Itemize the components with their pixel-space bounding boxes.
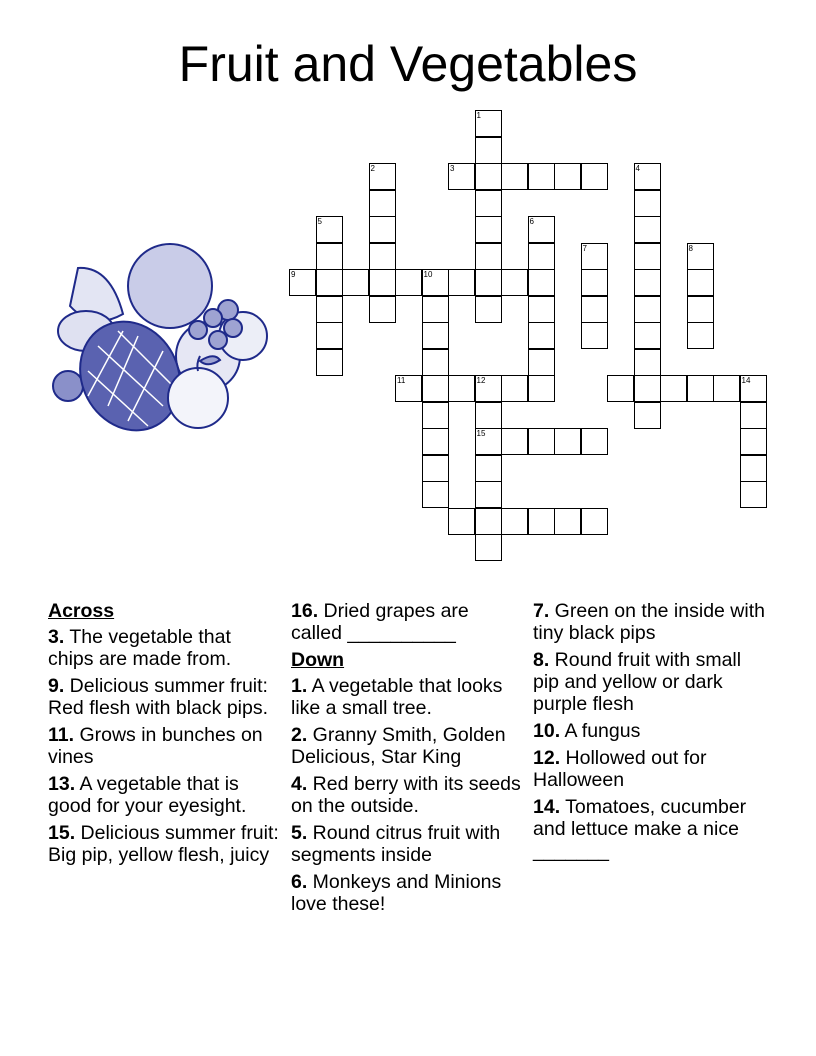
grid-cell[interactable] — [581, 163, 608, 190]
grid-cell[interactable] — [369, 163, 396, 190]
cell-number: 5 — [317, 217, 322, 226]
grid-cell[interactable] — [740, 375, 767, 402]
clue-across-16: 16. Dried grapes are called __________ — [291, 600, 469, 644]
grid-cell[interactable] — [528, 349, 555, 376]
clue-across-11: 11. Grows in bunches on vines — [48, 724, 263, 768]
grid-cell[interactable] — [528, 508, 555, 535]
grid-cell[interactable] — [475, 137, 502, 164]
grid-cell[interactable] — [475, 243, 502, 270]
grid-cell[interactable] — [475, 455, 502, 482]
clue-column-1 — [48, 600, 280, 871]
grid-cell[interactable] — [316, 269, 343, 296]
grid-cell[interactable] — [422, 349, 449, 376]
grid-cell[interactable] — [634, 375, 661, 402]
grid-cell[interactable] — [740, 481, 767, 508]
page-title: Fruit and Vegetables — [178, 36, 638, 92]
clue-down-4: 4. Red berry with its seeds on the outside. — [291, 773, 521, 817]
cell-number: 10 — [423, 270, 433, 279]
grid-cell[interactable] — [316, 349, 343, 376]
grid-cell[interactable] — [448, 163, 475, 190]
grid-cell[interactable] — [422, 269, 449, 296]
grid-cell[interactable] — [607, 375, 634, 402]
grid-cell[interactable] — [316, 296, 343, 323]
cell-number: 7 — [582, 243, 587, 253]
grid-cell[interactable] — [687, 243, 714, 270]
grid-cell[interactable] — [581, 322, 608, 349]
grid-cell[interactable] — [554, 428, 581, 455]
cell-number: 8 — [688, 243, 693, 253]
grid-cell[interactable] — [740, 455, 767, 482]
clue-down-2: 2. Granny Smith, Golden Delicious, Star King — [291, 724, 506, 768]
grid-cell[interactable] — [422, 402, 449, 429]
grid-cell[interactable] — [316, 243, 343, 270]
grid-cell[interactable] — [316, 322, 343, 349]
grid-cell[interactable] — [475, 375, 502, 402]
grid-cell[interactable] — [422, 322, 449, 349]
grid-cell[interactable] — [634, 216, 661, 243]
clue-down-6: 6. Monkeys and Minions love these! — [291, 871, 502, 915]
cell-number: 6 — [529, 217, 534, 226]
grid-cell[interactable] — [475, 190, 502, 217]
cell-number: 12 — [476, 376, 486, 385]
clue-down-12: 12. Hollowed out for Halloween — [533, 747, 707, 791]
grid-cell[interactable] — [528, 269, 555, 296]
grid-cell[interactable] — [660, 375, 687, 402]
clue-across-15: 15. Delicious summer fruit: Big pip, yellow flesh, juicy — [48, 822, 279, 866]
clue-down-1: 1. A vegetable that looks like a small tree. — [291, 675, 503, 719]
grid-cell[interactable] — [448, 269, 475, 296]
grid-cell[interactable] — [528, 243, 555, 270]
across-heading: Across — [48, 600, 115, 622]
clue-down-7: 7. Green on the inside with tiny black pips — [533, 600, 765, 644]
grid-cell[interactable] — [634, 163, 661, 190]
grid-cell[interactable] — [448, 375, 475, 402]
grid-cell[interactable] — [422, 375, 449, 402]
grid-cell[interactable] — [713, 375, 740, 402]
grid-cell[interactable] — [475, 110, 502, 137]
cell-number: 1 — [476, 111, 481, 120]
clue-down-5: 5. Round citrus fruit with segments inside — [291, 822, 501, 866]
grid-cell[interactable] — [475, 269, 502, 296]
grid-cell[interactable] — [475, 216, 502, 243]
grid-cell[interactable] — [554, 163, 581, 190]
grid-cell[interactable] — [501, 163, 528, 190]
grid-cell[interactable] — [528, 296, 555, 323]
grid-cell[interactable] — [634, 349, 661, 376]
grid-cell[interactable] — [395, 375, 422, 402]
grid-cell[interactable] — [634, 296, 661, 323]
grid-cell[interactable] — [528, 428, 555, 455]
grid-cell[interactable] — [501, 269, 528, 296]
grid-cell[interactable] — [475, 534, 502, 561]
grid-cell[interactable] — [554, 508, 581, 535]
grid-cell[interactable] — [475, 508, 502, 535]
cell-number: 14 — [741, 376, 751, 385]
grid-cell[interactable] — [528, 163, 555, 190]
grid-cell[interactable] — [501, 508, 528, 535]
grid-cell[interactable] — [581, 243, 608, 270]
grid-cell[interactable] — [581, 428, 608, 455]
grid-cell[interactable] — [528, 216, 555, 243]
grid-cell[interactable] — [369, 243, 396, 270]
cell-number: 3 — [450, 164, 455, 173]
clue-across-3: 3. The vegetable that chips are made from. — [48, 626, 232, 670]
grid-cell[interactable] — [634, 190, 661, 217]
cell-number: 4 — [635, 164, 640, 173]
grid-cell[interactable] — [740, 428, 767, 455]
grid-cell[interactable] — [687, 296, 714, 323]
grid-cell[interactable] — [422, 455, 449, 482]
grid-cell[interactable] — [395, 269, 422, 296]
grid-cell[interactable] — [501, 428, 528, 455]
grid-cell[interactable] — [475, 163, 502, 190]
grid-cell[interactable] — [501, 375, 528, 402]
clue-down-10: 10. A fungus — [533, 720, 641, 742]
grid-cell[interactable] — [687, 269, 714, 296]
grid-cell[interactable] — [634, 402, 661, 429]
grid-cell[interactable] — [687, 322, 714, 349]
clue-column-2 — [291, 600, 523, 920]
grid-cell[interactable] — [369, 190, 396, 217]
grid-cell[interactable] — [528, 322, 555, 349]
clue-column-3 — [533, 600, 765, 867]
cell-number: 2 — [370, 164, 375, 173]
fruit-illustration — [48, 236, 280, 436]
grid-cell[interactable] — [422, 428, 449, 455]
clue-across-13: 13. A vegetable that is good for your eyesight. — [48, 773, 247, 817]
grid-cell[interactable] — [289, 269, 316, 296]
grid-cell[interactable] — [581, 508, 608, 535]
grid-cell[interactable] — [634, 243, 661, 270]
cell-number: 15 — [476, 429, 486, 438]
grid-cell[interactable] — [740, 402, 767, 429]
clue-down-8: 8. Round fruit with small pip and yellow or dark purple flesh — [533, 649, 742, 715]
grid-cell[interactable] — [475, 402, 502, 429]
grid-cell[interactable] — [475, 428, 502, 455]
grid-cell[interactable] — [342, 269, 369, 296]
down-heading: Down — [291, 649, 345, 671]
grid-cell[interactable] — [369, 296, 396, 323]
grid-cell[interactable] — [581, 269, 608, 296]
grid-cell[interactable] — [528, 375, 555, 402]
grid-cell[interactable] — [475, 481, 502, 508]
grid-cell[interactable] — [448, 508, 475, 535]
clue-down-14: 14. Tomatoes, cucumber and lettuce make a nice _______ — [533, 796, 747, 862]
grid-cell[interactable] — [369, 269, 396, 296]
grid-cell[interactable] — [687, 375, 714, 402]
grid-cell[interactable] — [369, 216, 396, 243]
grid-cell[interactable] — [581, 296, 608, 323]
grid-cell[interactable] — [422, 296, 449, 323]
cell-number: 11 — [397, 376, 406, 385]
grid-cell[interactable] — [634, 269, 661, 296]
cell-number: 9 — [291, 270, 296, 279]
grid-cell[interactable] — [316, 216, 343, 243]
grid-cell[interactable] — [634, 322, 661, 349]
clue-across-9: 9. Delicious summer fruit: Red flesh with black pips. — [48, 675, 269, 719]
grid-cell[interactable] — [475, 296, 502, 323]
grid-cell[interactable] — [422, 481, 449, 508]
